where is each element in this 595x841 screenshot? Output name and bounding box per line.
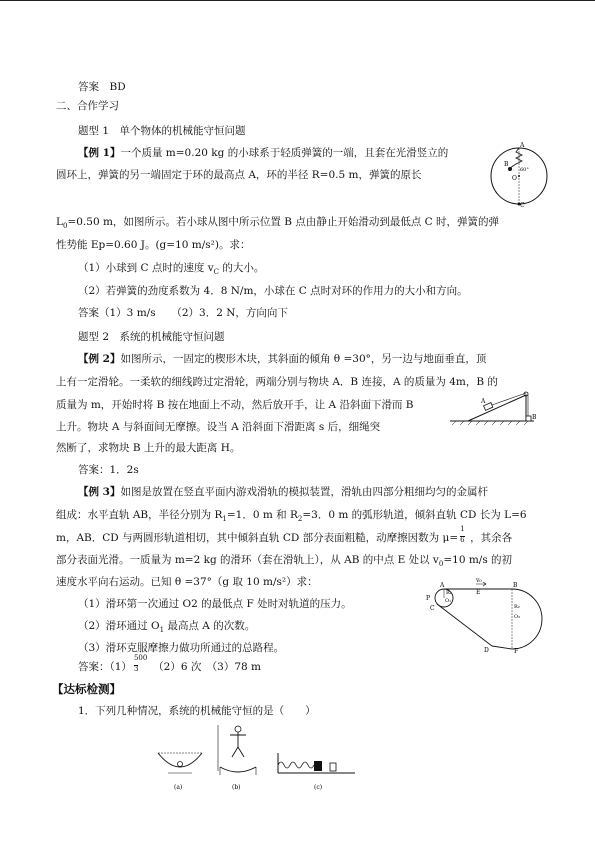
test-question-1: 1．下列几种情况，系统的机械能守恒的是（ ） <box>78 705 316 717</box>
incline-label-a: A <box>481 398 486 405</box>
top-rule <box>0 0 595 1</box>
track-label-r1: R₁ <box>446 590 452 596</box>
ex2-line5: 然断了，求物块 B 上升的最大距离 H。 <box>56 442 241 454</box>
answer-fraction: $\frac{500}{3}$ <box>133 654 148 673</box>
ex3-q2: （2）滑环通过 $O_1$ 最高点 A 的次数。 <box>78 620 256 635</box>
ex2-line1: 【例 2】如图所示，一固定的楔形木块，其斜面的倾角 θ =30°，另一边与地面垂直，顶 <box>78 353 487 365</box>
prev-answer: 答案 BD <box>78 81 126 93</box>
track-label-v0: v₀ <box>476 577 482 584</box>
track-label-a: A <box>440 582 445 589</box>
ex2-line4: 上升。物块 A 与斜面间无摩擦。设当 A 沿斜面下滑距离 s 后，细绳突 <box>56 421 381 433</box>
ex1-line4: 性势能 Ep=0.60 J。(g=10 m/s²)。求： <box>56 239 251 251</box>
track-label-e: E <box>476 589 481 596</box>
ex1-line2: 圆环上，弹簧的另一端固定于环的最高点 A，环的半径 R=0.5 m，弹簧的原长 <box>56 169 422 181</box>
ex1-answer: 答案（1）3 m/s （2）3．2 N，方向向下 <box>78 307 288 319</box>
ring-label-a: A <box>520 142 525 149</box>
track-label-o2: O₂ <box>514 614 521 620</box>
ring-spring-figure <box>486 142 552 208</box>
ex1-q1: （1）小球到 C 点时的速度 $v_C$ 的大小。 <box>78 262 265 277</box>
ex3-line4: 部分表面光滑。一质量为 m=2 kg 的滑环（套在滑轨上），从 AB 的中点 E 处以 $v_0=10$ m/s 的初 <box>56 554 513 569</box>
ex1-line3: $L_0=0.50$ m，如图所示。若小球从图中所示位置 B 点由静止开始滑动到最低点 C 时，弹簧的弹 <box>56 216 500 231</box>
ex3-q3: （3）滑环克服摩擦力做功所通过的总路程。 <box>78 642 285 654</box>
type2-heading: 题型 2 系统的机械能守恒问题 <box>78 331 225 343</box>
track-label-d: D <box>484 647 489 654</box>
ex3-line1: 【例 3】如图是放置在竖直平面内游戏滑轨的模拟装置，滑轨由四部分粗细均匀的金属杆 <box>78 486 488 498</box>
track-label-b: B <box>513 582 518 589</box>
track-figure <box>422 572 552 654</box>
assessment-heading: 【达标检测】 <box>52 682 121 696</box>
ex3-answer: 答案：（1） $\frac{500}{3}$ （2）6 次 （3）78 m <box>78 654 261 673</box>
incline-label-b: B <box>532 414 536 421</box>
option-label-c: (c) <box>314 784 323 791</box>
track-label-p: P <box>426 595 431 602</box>
mu-fraction: $\frac{1}{6}$ <box>460 525 465 544</box>
options-figure <box>150 723 370 793</box>
ex3-q1: （1）滑环第一次通过 O2 的最低点 F 处时对轨道的压力。 <box>78 598 352 610</box>
ex2-line3: 质量为 m，开始时将 B 按在地面上不动，然后放开手，让 A 沿斜面下滑而 B <box>56 399 414 411</box>
ex3-line3: m，AB．CD 与两圆形轨道相切，其中倾斜直轨 CD 部分表面粗糙，动摩擦因数为 μ= $\frac{1}{6}$ ，其余各 <box>56 525 513 544</box>
ring-label-o: O <box>512 175 517 182</box>
ex3-line2: 组成：水平直轨 AB，半径分别为 $R_1=1$．0 m 和 $R_2=3$．0 m 的弧形轨道，倾斜直轨 CD 长为 L=6 <box>56 509 527 524</box>
track-label-f: F <box>514 648 519 654</box>
track-label-r2: R₂ <box>514 604 520 610</box>
ex1-line1: 【例 1】一个质量 m=0.20 kg 的小球系于轻质弹簧的一端，且套在光滑竖立的 <box>78 147 449 159</box>
track-label-c: C <box>430 605 435 612</box>
ex2-line2: 上有一定滑轮。一柔软的细线跨过定滑轮，两端分别与物块 A．B 连接，A 的质量为 4m，B 的 <box>56 376 498 388</box>
ex3-line5: 速度水平向右运动。已知 θ =37°（g 取 10 m/s²）求： <box>56 576 318 588</box>
incline-figure <box>448 385 536 427</box>
type1-heading: 题型 1 单个物体的机械能守恒问题 <box>78 125 246 137</box>
ex1-q2: （2）若弹簧的劲度系数为 4．8 N/m，小球在 C 点时对环的作用力的大小和方向。 <box>78 285 468 297</box>
track-label-o1: O₁ <box>445 598 452 604</box>
ex2-label: 【例 2】 <box>78 353 121 365</box>
ring-label-c: C <box>520 202 525 208</box>
ring-label-angle: 60° <box>520 167 529 173</box>
ex2-answer: 答案：1．2s <box>78 464 139 476</box>
ex1-label: 【例 1】 <box>78 147 121 159</box>
option-label-a: (a) <box>174 784 183 791</box>
ex3-label: 【例 3】 <box>78 486 121 498</box>
ring-label-b: B <box>504 161 509 168</box>
option-label-b: (b) <box>232 784 241 791</box>
section-heading: 二、合作学习 <box>56 100 119 112</box>
